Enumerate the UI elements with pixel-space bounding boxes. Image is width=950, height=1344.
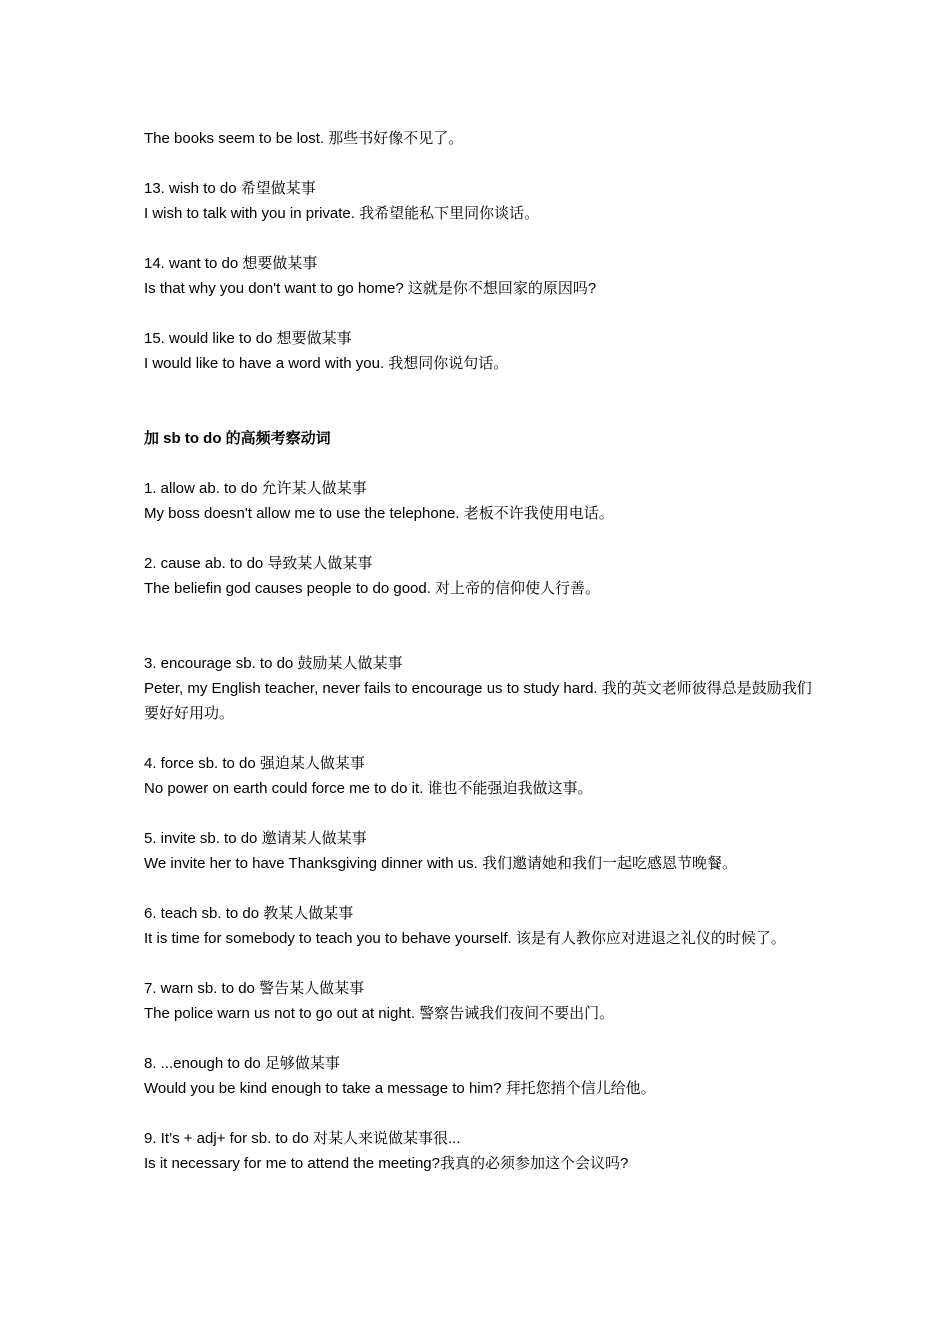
example-14: Is that why you don't want to go home? 这就是你不想回家的原因吗? bbox=[144, 280, 597, 297]
spacer bbox=[144, 726, 816, 751]
spacer bbox=[144, 451, 816, 476]
example-7: The police warn us not to go out at night. 警察告诫我们夜间不要出门。 bbox=[144, 1005, 615, 1022]
intro-example: The books seem to be lost. 那些书好像不见了。 bbox=[144, 130, 464, 147]
spacer bbox=[144, 601, 816, 651]
spacer bbox=[144, 301, 816, 326]
spacer bbox=[144, 1101, 816, 1126]
phrase-15: 15. would like to do 想要做某事 bbox=[144, 330, 352, 347]
spacer bbox=[144, 1026, 816, 1051]
spacer bbox=[144, 951, 816, 976]
spacer bbox=[144, 376, 816, 426]
example-13: I wish to talk with you in private. 我希望能私下里同你谈话。 bbox=[144, 205, 540, 222]
phrase-1: 1. allow ab. to do 允许某人做某事 bbox=[144, 480, 367, 497]
example-15: I would like to have a word with you. 我想同你说句话。 bbox=[144, 355, 509, 372]
phrase-7: 7. warn sb. to do 警告某人做某事 bbox=[144, 980, 365, 997]
spacer bbox=[144, 226, 816, 251]
document-page bbox=[144, 126, 816, 1176]
phrase-4: 4. force sb. to do 强迫某人做某事 bbox=[144, 755, 365, 772]
example-3: Peter, my English teacher, never fails to encourage us to study hard. 我的英文老师彼得总是鼓励我们要好好用功。 bbox=[144, 680, 812, 722]
example-8: Would you be kind enough to take a message to him? 拜托您捎个信儿给他。 bbox=[144, 1080, 656, 1097]
spacer bbox=[144, 526, 816, 551]
spacer bbox=[144, 801, 816, 826]
example-9: Is it necessary for me to attend the meeting?我真的必须参加这个会议吗? bbox=[144, 1155, 629, 1172]
phrase-5: 5. invite sb. to do 邀请某人做某事 bbox=[144, 830, 367, 847]
phrase-8: 8. ...enough to do 足够做某事 bbox=[144, 1055, 340, 1072]
example-4: No power on earth could force me to do it. 谁也不能强迫我做这事。 bbox=[144, 780, 593, 797]
phrase-13: 13. wish to do 希望做某事 bbox=[144, 180, 316, 197]
example-6: It is time for somebody to teach you to behave yourself. 该是有人教你应对进退之礼仪的时候了。 bbox=[144, 930, 786, 947]
example-5: We invite her to have Thanksgiving dinner with us. 我们邀请她和我们一起吃感恩节晚餐。 bbox=[144, 855, 737, 872]
example-2: The beliefin god causes people to do good. 对上帝的信仰使人行善。 bbox=[144, 580, 601, 597]
spacer bbox=[144, 151, 816, 176]
phrase-9: 9. It’s + adj+ for sb. to do 对某人来说做某事很... bbox=[144, 1130, 461, 1147]
section-heading: 加 sb to do 的高频考察动词 bbox=[144, 430, 331, 447]
spacer bbox=[144, 876, 816, 901]
phrase-2: 2. cause ab. to do 导致某人做某事 bbox=[144, 555, 373, 572]
example-1: My boss doesn't allow me to use the telephone. 老板不许我使用电话。 bbox=[144, 505, 614, 522]
phrase-6: 6. teach sb. to do 教某人做某事 bbox=[144, 905, 354, 922]
phrase-14: 14. want to do 想要做某事 bbox=[144, 255, 318, 272]
phrase-3: 3. encourage sb. to do 鼓励某人做某事 bbox=[144, 655, 403, 672]
